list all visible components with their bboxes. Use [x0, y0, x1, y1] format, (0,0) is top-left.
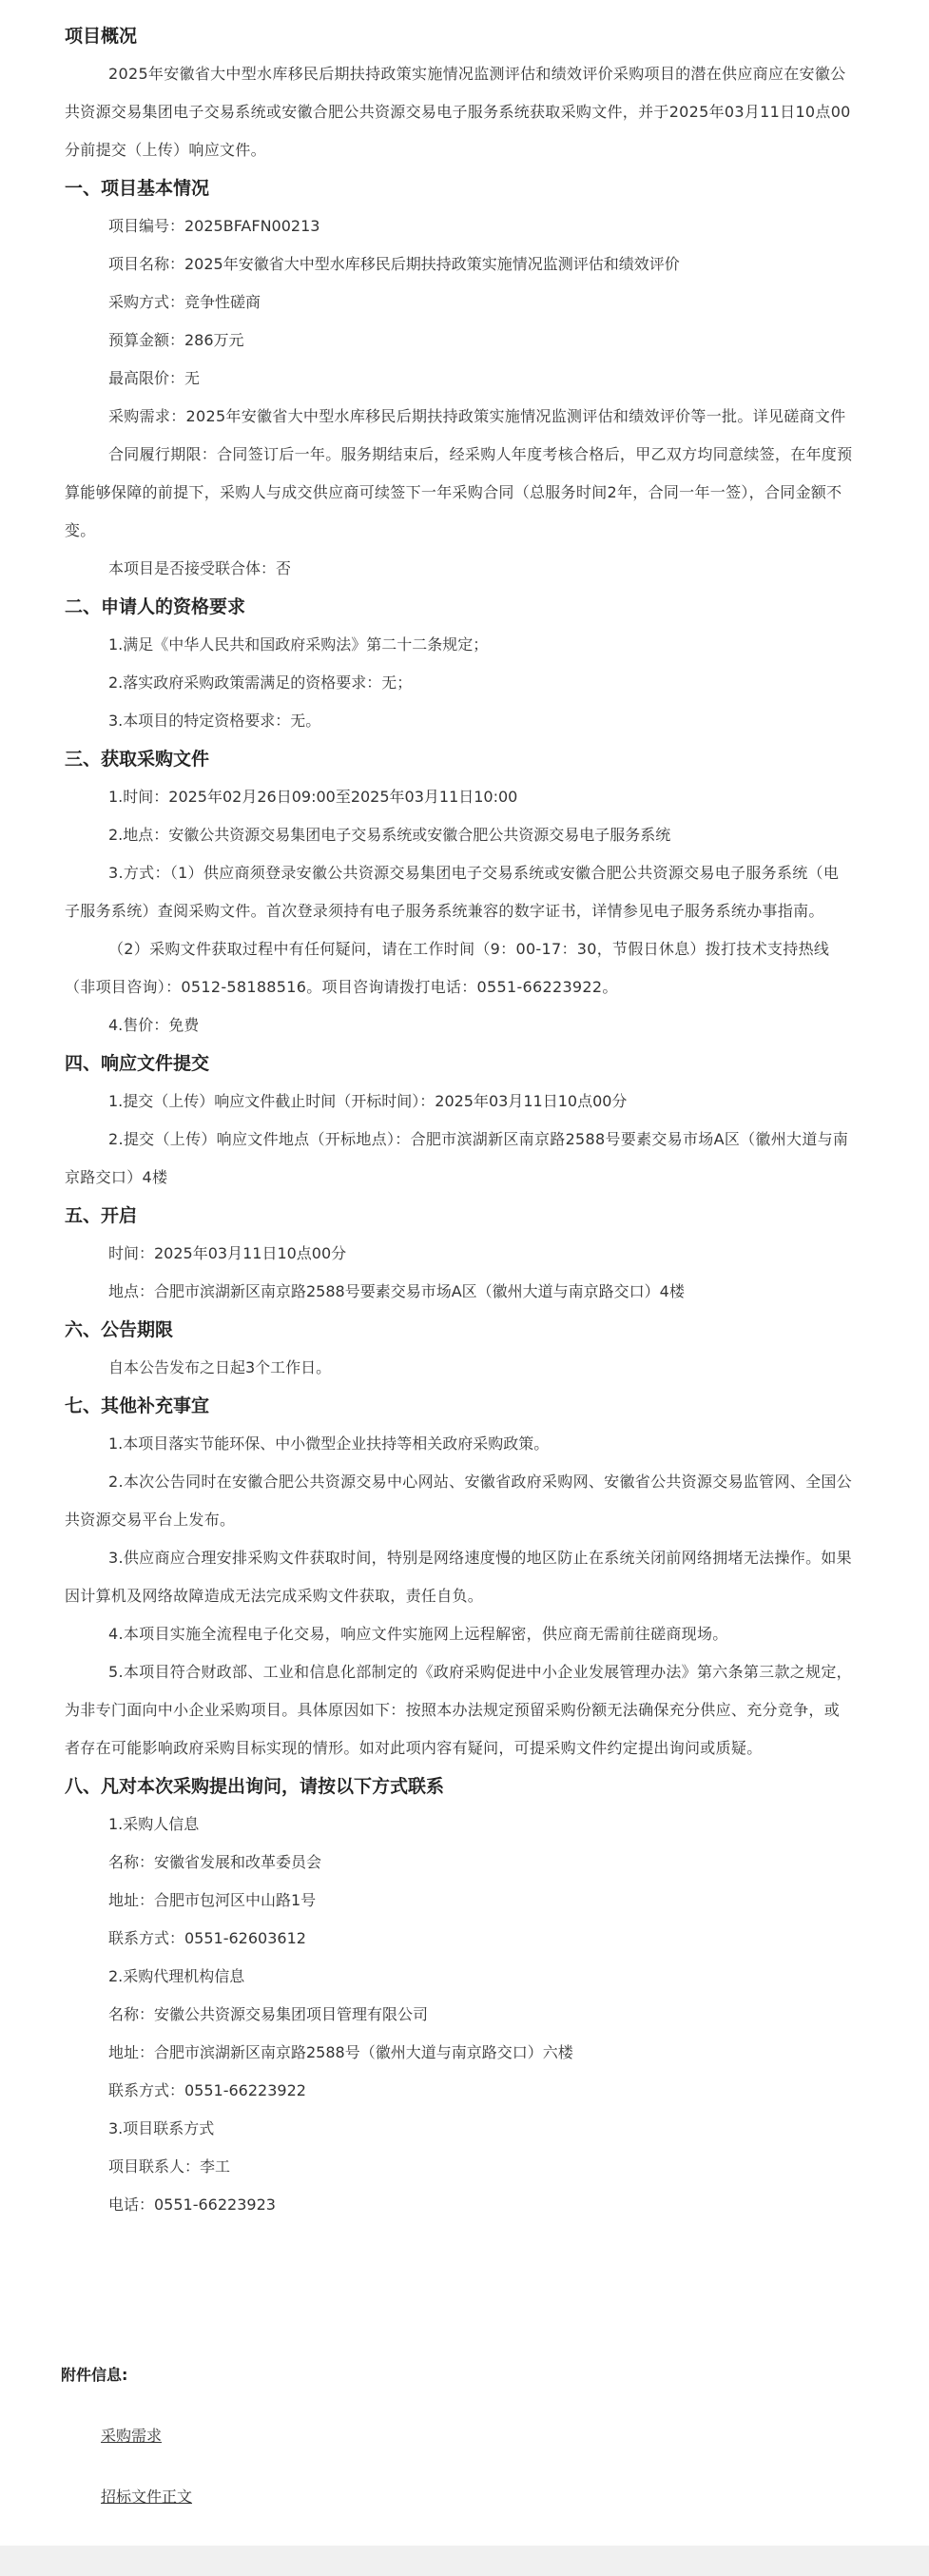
agency-name: 名称：安徽公共资源交易集团项目管理有限公司 [108, 2005, 429, 2023]
buyer-name: 名称：安徽省发展和改革委员会 [108, 1853, 322, 1871]
agency-info-heading: 2.采购代理机构信息 [108, 1967, 245, 1985]
budget-amount: 预算金额：286万元 [108, 331, 244, 349]
supplement-item: 3.供应商应合理安排采购文件获取时间，特别是网络速度慢的地区防止在系统关闭前网络拥堵无法操作。如果因计算机及网络故障造成无法完成采购文件获取，责任自负。 [65, 1549, 852, 1605]
max-price: 最高限价：无 [108, 369, 201, 387]
doc-obtain-place: 2.地点：安徽公共资源交易集团电子交易系统或安徽合肥公共资源交易电子服务系统 [108, 826, 671, 844]
project-number: 项目编号：2025BFAFN00213 [108, 217, 320, 235]
section-6-title: 六、公告期限 [65, 1319, 174, 1340]
qualification-item: 1.满足《中华人民共和国政府采购法》第二十二条规定； [108, 635, 489, 654]
section-3-title: 三、获取采购文件 [65, 749, 210, 770]
procurement-method: 采购方式：竞争性磋商 [108, 293, 261, 311]
doc-price: 4.售价：免费 [108, 1016, 200, 1034]
qualification-item: 2.落实政府采购政策需满足的资格要求：无； [108, 673, 413, 692]
submission-place: 2.提交（上传）响应文件地点（开标地点）：合肥市滨湖新区南京路2588号要素交易市场A区（徽州大道与南京路交口）4楼 [65, 1130, 849, 1186]
attachments-title: 附件信息: [61, 2366, 128, 2384]
overview-title: 项目概况 [65, 26, 138, 47]
notice-period: 自本公告发布之日起3个工作日。 [108, 1358, 332, 1376]
doc-obtain-way: 3.方式：（1）供应商须登录安徽公共资源交易集团电子交易系统或安徽合肥公共资源交易电子服务系统（电子服务系统）查阅采购文件。首次登录须持有电子服务系统兼容的数字证书，详情参见电子服务系统办事指南。 [65, 864, 840, 920]
submission-deadline: 1.提交（上传）响应文件截止时间（开标时间）：2025年03月11日10点00分 [108, 1092, 628, 1110]
project-contact-phone: 电话：0551-66223923 [108, 2195, 276, 2214]
agency-address: 地址：合肥市滨湖新区南京路2588号（徽州大道与南京路交口）六楼 [108, 2043, 573, 2061]
section-4-title: 四、响应文件提交 [65, 1053, 210, 1074]
section-1-title: 一、项目基本情况 [65, 178, 210, 199]
supplement-item: 4.本项目实施全流程电子化交易，响应文件实施网上远程解密，供应商无需前往磋商现场。 [108, 1625, 728, 1643]
doc-obtain-time: 1.时间：2025年02月26日09:00至2025年03月11日10:00 [108, 788, 518, 806]
consortium-policy: 本项目是否接受联合体：否 [108, 559, 292, 577]
attachment-link-tender-document[interactable]: 招标文件正文 [101, 2488, 193, 2506]
section-5-title: 五、开启 [65, 1205, 138, 1226]
project-name: 项目名称：2025年安徽省大中型水库移民后期扶持政策实施情况监测评估和绩效评价 [108, 255, 680, 273]
buyer-address: 地址：合肥市包河区中山路1号 [108, 1891, 317, 1909]
opening-place: 地点：合肥市滨湖新区南京路2588号要素交易市场A区（徽州大道与南京路交口）4楼 [108, 1282, 685, 1300]
procurement-demand: 采购需求：2025年安徽省大中型水库移民后期扶持政策实施情况监测评估和绩效评价等一批。详见磋商文件 [108, 407, 846, 425]
attachment-link-procurement-demand[interactable]: 采购需求 [101, 2427, 163, 2445]
supplement-item: 1.本项目落实节能环保、中小微型企业扶持等相关政府采购政策。 [108, 1434, 550, 1453]
project-contact-person: 项目联系人：李工 [108, 2157, 231, 2176]
qualification-item: 3.本项目的特定资格要求：无。 [108, 712, 321, 730]
section-7-title: 七、其他补充事宜 [65, 1395, 210, 1416]
section-8-title: 八、凡对本次采购提出询问，请按以下方式联系 [65, 1776, 445, 1797]
section-2-title: 二、申请人的资格要求 [65, 596, 246, 617]
footer-bar [0, 2546, 929, 2576]
doc-obtain-support: （2）采购文件获取过程中有任何疑问，请在工作时间（9：00-17：30，节假日休息）拨打技术支持热线（非项目咨询）：0512-58188516。项目咨询请拨打电话：0551-66223922。 [65, 940, 830, 996]
buyer-phone: 联系方式：0551-62603612 [108, 1929, 306, 1947]
agency-phone: 联系方式：0551-66223922 [108, 2081, 306, 2099]
supplement-item: 5.本项目符合财政部、工业和信息化部制定的《政府采购促进中小企业发展管理办法》第六条第三款之规定，为非专门面向中小企业采购项目。具体原因如下：按照本办法规定预留采购份额无法确保充分供应、充分竞争，或者存在可能影响政府采购目标实现的情形。如对此项内容有疑问，可提采购文件约定提出询问或质疑。 [65, 1663, 852, 1757]
buyer-info-heading: 1.采购人信息 [108, 1815, 200, 1833]
contract-period: 合同履行期限：合同签订后一年。服务期结束后，经采购人年度考核合格后，甲乙双方均同意续签，在年度预算能够保障的前提下，采购人与成交供应商可续签下一年采购合同（总服务时间2年，合同一年一签），合同金额不变。 [65, 445, 853, 539]
announcement-body [65, 17, 854, 2224]
supplement-item: 2.本次公告同时在安徽合肥公共资源交易中心网站、安徽省政府采购网、安徽省公共资源交易监管网、全国公共资源交易平台上发布。 [65, 1473, 852, 1529]
overview-text: 2025年安徽省大中型水库移民后期扶持政策实施情况监测评估和绩效评价采购项目的潜在供应商应在安徽公共资源交易集团电子交易系统或安徽合肥公共资源交易电子服务系统获取采购文件，并于2025年03月11日10点00分前提交（上传）响应文件。 [65, 65, 851, 159]
opening-time: 时间：2025年03月11日10点00分 [108, 1244, 347, 1262]
project-contact-heading: 3.项目联系方式 [108, 2119, 215, 2137]
